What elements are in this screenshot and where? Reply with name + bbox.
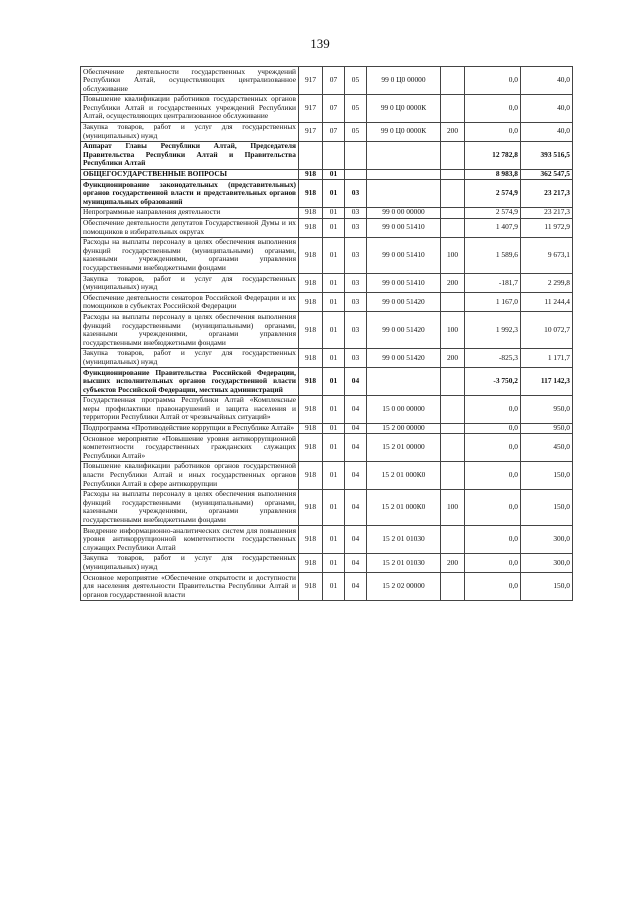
amount-total-cell: 950,0 [521, 395, 573, 423]
section-code-cell: 01 [323, 348, 345, 367]
table-row [81, 218, 573, 237]
section-code-cell: 01 [323, 207, 345, 218]
expense-name-cell: Обеспечение деятельности государственных учреждений Республики Алтай, осуществляющих централизованное обслуживание [81, 67, 299, 95]
subsection-code-cell: 03 [345, 218, 367, 237]
amount-change-cell: 0,0 [465, 395, 521, 423]
amount-change-cell: 1 167,0 [465, 293, 521, 312]
target-article-cell: 99 0 00 51420 [367, 312, 441, 348]
amount-change-cell: 2 574,9 [465, 207, 521, 218]
ministry-code-cell: 918 [299, 573, 323, 601]
table-row [81, 526, 573, 554]
amount-change-cell: 0,0 [465, 423, 521, 434]
amount-change-cell: -181,7 [465, 274, 521, 293]
amount-change-cell: 0,0 [465, 434, 521, 462]
subsection-code-cell: 04 [345, 489, 367, 525]
table-row [81, 489, 573, 525]
subsection-code-cell: 05 [345, 67, 367, 95]
subsection-code-cell: 04 [345, 553, 367, 572]
expense-type-cell [441, 368, 465, 396]
amount-total-cell: 10 072,7 [521, 312, 573, 348]
expense-name-cell: Подпрограмма «Противодействие коррупции в Республике Алтай» [81, 423, 299, 434]
expense-type-cell: 200 [441, 274, 465, 293]
ministry-code-cell: 918 [299, 218, 323, 237]
section-code-cell: 01 [323, 434, 345, 462]
expense-type-cell: 200 [441, 122, 465, 141]
subsection-code-cell: 04 [345, 461, 367, 489]
table-row [81, 207, 573, 218]
expense-name-cell: Повышение квалификации работников государственных органов Республики Алтай и государственных учреждений Республики Алтай, осуществляющих централизованное обслуживание [81, 94, 299, 122]
table-row [81, 141, 573, 169]
subsection-code-cell: 04 [345, 395, 367, 423]
amount-change-cell: 1 589,6 [465, 237, 521, 273]
table-row [81, 423, 573, 434]
table-row [81, 573, 573, 601]
ministry-code-cell: 918 [299, 274, 323, 293]
ministry-code-cell: 918 [299, 423, 323, 434]
target-article-cell [367, 141, 441, 169]
expense-name-cell: Закупка товаров, работ и услуг для государственных (муниципальных) нужд [81, 122, 299, 141]
target-article-cell: 15 2 01 01030 [367, 553, 441, 572]
subsection-code-cell: 03 [345, 348, 367, 367]
ministry-code-cell: 918 [299, 348, 323, 367]
amount-total-cell: 950,0 [521, 423, 573, 434]
amount-total-cell: 11 972,9 [521, 218, 573, 237]
table-row [81, 461, 573, 489]
amount-total-cell: 2 299,8 [521, 274, 573, 293]
subsection-code-cell [345, 141, 367, 169]
subsection-code-cell: 04 [345, 423, 367, 434]
table-row [81, 169, 573, 180]
subsection-code-cell: 05 [345, 94, 367, 122]
subsection-code-cell: 03 [345, 312, 367, 348]
amount-total-cell: 117 142,3 [521, 368, 573, 396]
section-code-cell: 01 [323, 461, 345, 489]
target-article-cell: 15 2 00 00000 [367, 423, 441, 434]
expense-type-cell [441, 169, 465, 180]
expense-type-cell [441, 293, 465, 312]
subsection-code-cell: 03 [345, 237, 367, 273]
expense-type-cell [441, 67, 465, 95]
expense-type-cell: 100 [441, 312, 465, 348]
expense-name-cell: Непрограммные направления деятельности [81, 207, 299, 218]
section-code-cell: 01 [323, 312, 345, 348]
target-article-cell: 99 0 00 51410 [367, 274, 441, 293]
expense-type-cell [441, 180, 465, 208]
table-row [81, 237, 573, 273]
section-code-cell: 01 [323, 553, 345, 572]
amount-total-cell: 150,0 [521, 489, 573, 525]
expense-name-cell: Основное мероприятие «Обеспечение открытости и доступности для населения деятельности Правительства Республики Алтай и органов государственной власти [81, 573, 299, 601]
amount-total-cell: 150,0 [521, 461, 573, 489]
expense-name-cell: Расходы на выплаты персоналу в целях обеспечения выполнения функций государственными (муниципальными) органами, казенными учреждениями, органами управления государственными внебюджетными фондами [81, 489, 299, 525]
amount-change-cell: 0,0 [465, 122, 521, 141]
target-article-cell [367, 368, 441, 396]
expense-type-cell [441, 94, 465, 122]
table-row [81, 312, 573, 348]
ministry-code-cell: 917 [299, 67, 323, 95]
section-code-cell: 01 [323, 395, 345, 423]
section-code-cell: 01 [323, 169, 345, 180]
expense-name-cell: Функционирование законодательных (представительных) органов государственной власти и представительных органов муниципальных образований [81, 180, 299, 208]
table-row [81, 67, 573, 95]
section-code-cell: 01 [323, 293, 345, 312]
amount-change-cell: 1 407,9 [465, 218, 521, 237]
table-row [81, 94, 573, 122]
amount-change-cell: 2 574,9 [465, 180, 521, 208]
table-row [81, 293, 573, 312]
target-article-cell: 99 0 00 51410 [367, 218, 441, 237]
subsection-code-cell: 04 [345, 573, 367, 601]
subsection-code-cell: 03 [345, 293, 367, 312]
subsection-code-cell: 03 [345, 180, 367, 208]
target-article-cell: 15 2 02 00000 [367, 573, 441, 601]
subsection-code-cell [345, 169, 367, 180]
section-code-cell [323, 141, 345, 169]
expense-name-cell: Государственная программа Республики Алтай «Комплексные меры профилактики правонарушений и защита населения и территории Республики Алтай от чрезвычайных ситуаций» [81, 395, 299, 423]
expense-name-cell: Закупка товаров, работ и услуг для государственных (муниципальных) нужд [81, 553, 299, 572]
budget-table-body [81, 67, 573, 601]
ministry-code-cell: 918 [299, 526, 323, 554]
ministry-code-cell: 918 [299, 293, 323, 312]
table-row [81, 274, 573, 293]
amount-change-cell: 1 992,3 [465, 312, 521, 348]
amount-total-cell: 40,0 [521, 67, 573, 95]
amount-change-cell: 8 983,8 [465, 169, 521, 180]
table-row [81, 348, 573, 367]
amount-change-cell: 0,0 [465, 94, 521, 122]
ministry-code-cell: 918 [299, 553, 323, 572]
expense-name-cell: Обеспечение деятельности депутатов Государственной Думы и их помощников в избирательных округах [81, 218, 299, 237]
target-article-cell: 15 2 01 00000 [367, 434, 441, 462]
ministry-code-cell: 918 [299, 434, 323, 462]
target-article-cell: 99 0 Ц0 0000К [367, 122, 441, 141]
expense-name-cell: Повышение квалификации работников органов государственной власти Республики Алтай и иных государственных органов Республики Алтай в сфере антикоррупции [81, 461, 299, 489]
target-article-cell [367, 169, 441, 180]
subsection-code-cell: 04 [345, 368, 367, 396]
amount-total-cell: 450,0 [521, 434, 573, 462]
target-article-cell: 99 0 Ц0 00000 [367, 67, 441, 95]
expense-name-cell: ОБЩЕГОСУДАРСТВЕННЫЕ ВОПРОСЫ [81, 169, 299, 180]
table-row [81, 122, 573, 141]
amount-total-cell: 11 244,4 [521, 293, 573, 312]
section-code-cell: 07 [323, 122, 345, 141]
amount-change-cell: 0,0 [465, 553, 521, 572]
amount-total-cell: 300,0 [521, 553, 573, 572]
amount-change-cell: 0,0 [465, 67, 521, 95]
section-code-cell: 01 [323, 218, 345, 237]
target-article-cell: 99 0 00 51420 [367, 293, 441, 312]
subsection-code-cell: 03 [345, 274, 367, 293]
subsection-code-cell: 04 [345, 434, 367, 462]
ministry-code-cell: 918 [299, 395, 323, 423]
table-row [81, 434, 573, 462]
ministry-code-cell: 918 [299, 169, 323, 180]
amount-change-cell: -3 750,2 [465, 368, 521, 396]
amount-total-cell: 23 217,3 [521, 207, 573, 218]
expense-type-cell [441, 434, 465, 462]
expense-name-cell: Основное мероприятие «Повышение уровня антикоррупционной компетентности государственных гражданских служащих Республики Алтай» [81, 434, 299, 462]
section-code-cell: 01 [323, 274, 345, 293]
amount-total-cell: 40,0 [521, 94, 573, 122]
expense-type-cell [441, 141, 465, 169]
amount-total-cell: 300,0 [521, 526, 573, 554]
expense-type-cell [441, 461, 465, 489]
expense-type-cell [441, 573, 465, 601]
ministry-code-cell: 918 [299, 180, 323, 208]
section-code-cell: 01 [323, 423, 345, 434]
target-article-cell: 15 2 01 000К0 [367, 489, 441, 525]
table-row [81, 553, 573, 572]
expense-type-cell: 200 [441, 348, 465, 367]
ministry-code-cell: 918 [299, 207, 323, 218]
target-article-cell: 15 0 00 00000 [367, 395, 441, 423]
expense-type-cell: 200 [441, 553, 465, 572]
ministry-code-cell: 918 [299, 368, 323, 396]
amount-change-cell: 12 782,8 [465, 141, 521, 169]
section-code-cell: 01 [323, 180, 345, 208]
expense-name-cell: Аппарат Главы Республики Алтай, Председателя Правительства Республики Алтай и Правительства Республики Алтай [81, 141, 299, 169]
amount-total-cell: 393 516,5 [521, 141, 573, 169]
section-code-cell: 01 [323, 237, 345, 273]
ministry-code-cell: 918 [299, 489, 323, 525]
section-code-cell: 01 [323, 489, 345, 525]
ministry-code-cell [299, 141, 323, 169]
expense-type-cell [441, 395, 465, 423]
expense-name-cell: Закупка товаров, работ и услуг для государственных (муниципальных) нужд [81, 348, 299, 367]
ministry-code-cell: 918 [299, 461, 323, 489]
target-article-cell: 99 0 Ц0 0000К [367, 94, 441, 122]
budget-table [80, 66, 573, 601]
target-article-cell: 99 0 00 00000 [367, 207, 441, 218]
subsection-code-cell: 04 [345, 526, 367, 554]
amount-total-cell: 9 673,1 [521, 237, 573, 273]
amount-change-cell: 0,0 [465, 526, 521, 554]
amount-change-cell: 0,0 [465, 573, 521, 601]
expense-type-cell [441, 526, 465, 554]
section-code-cell: 01 [323, 526, 345, 554]
expense-name-cell: Расходы на выплаты персоналу в целях обеспечения выполнения функций государственными (муниципальными) органами, казенными учреждениями, органами управления государственными внебюджетными фондами [81, 312, 299, 348]
expense-type-cell [441, 218, 465, 237]
target-article-cell [367, 180, 441, 208]
section-code-cell: 01 [323, 368, 345, 396]
target-article-cell: 15 2 01 000К0 [367, 461, 441, 489]
section-code-cell: 07 [323, 67, 345, 95]
target-article-cell: 99 0 00 51420 [367, 348, 441, 367]
amount-total-cell: 23 217,3 [521, 180, 573, 208]
expense-type-cell [441, 423, 465, 434]
target-article-cell: 15 2 01 01030 [367, 526, 441, 554]
expense-name-cell: Закупка товаров, работ и услуг для государственных (муниципальных) нужд [81, 274, 299, 293]
expense-name-cell: Функционирование Правительства Российской Федерации, высших исполнительных органов государственной власти субъектов Российской Федерации, местных администраций [81, 368, 299, 396]
ministry-code-cell: 917 [299, 122, 323, 141]
table-row [81, 180, 573, 208]
target-article-cell: 99 0 00 51410 [367, 237, 441, 273]
subsection-code-cell: 03 [345, 207, 367, 218]
ministry-code-cell: 917 [299, 94, 323, 122]
expense-name-cell: Расходы на выплаты персоналу в целях обеспечения выполнения функций государственными (муниципальными) органами, казенными учреждениями, органами управления государственными внебюджетными фондами [81, 237, 299, 273]
ministry-code-cell: 918 [299, 237, 323, 273]
amount-total-cell: 150,0 [521, 573, 573, 601]
section-code-cell: 01 [323, 573, 345, 601]
table-row [81, 368, 573, 396]
amount-total-cell: 1 171,7 [521, 348, 573, 367]
expense-type-cell: 100 [441, 237, 465, 273]
amount-total-cell: 40,0 [521, 122, 573, 141]
page-number: 139 [310, 36, 330, 51]
amount-change-cell: -825,3 [465, 348, 521, 367]
table-row [81, 395, 573, 423]
amount-change-cell: 0,0 [465, 461, 521, 489]
expense-name-cell: Обеспечение деятельности сенаторов Российской Федерации и их помощников в субъектах Российской Федерации [81, 293, 299, 312]
expense-name-cell: Внедрение информационно-аналитических систем для повышения уровня антикоррупционной компетентности государственных служащих Республики Алтай [81, 526, 299, 554]
expense-type-cell: 100 [441, 489, 465, 525]
section-code-cell: 07 [323, 94, 345, 122]
expense-type-cell [441, 207, 465, 218]
amount-change-cell: 0,0 [465, 489, 521, 525]
ministry-code-cell: 918 [299, 312, 323, 348]
amount-total-cell: 362 547,5 [521, 169, 573, 180]
subsection-code-cell: 05 [345, 122, 367, 141]
